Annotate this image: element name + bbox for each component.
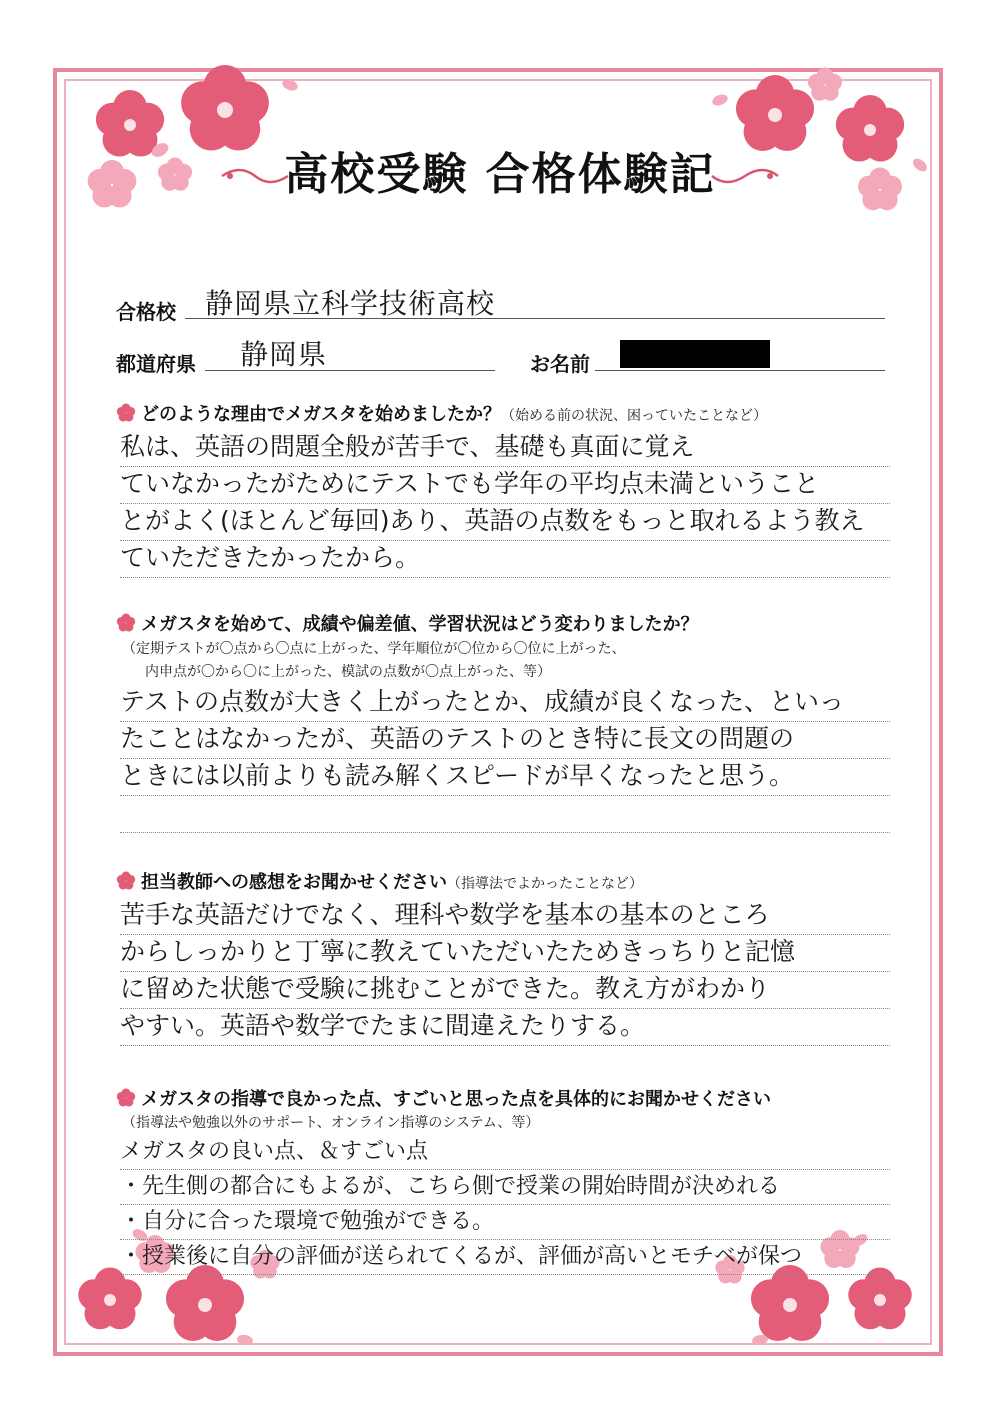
blossom-center bbox=[124, 119, 136, 131]
answer-line: メガスタの良い点、＆すごい点 bbox=[120, 1135, 890, 1170]
question-2-sub-2: 内申点が〇から〇に上がった、模試の点数が〇点上がった、等） bbox=[145, 664, 551, 680]
prefecture-underline bbox=[205, 370, 495, 371]
blossom-center bbox=[104, 1294, 116, 1306]
blossom-bullet-icon bbox=[115, 402, 137, 424]
answer-line: 私は、英語の問題全般が苦手で、基礎も真面に覚え bbox=[120, 430, 890, 467]
school-label: 合格校 bbox=[116, 300, 176, 324]
name-label: お名前 bbox=[530, 352, 590, 376]
answer-3 bbox=[120, 898, 890, 1046]
question-1-note: （始める前の状況、困っていたことなど） bbox=[501, 408, 767, 424]
question-4 bbox=[115, 1085, 771, 1111]
blossom-bullet-icon bbox=[115, 612, 137, 634]
left-flourish-icon bbox=[220, 164, 290, 188]
answer-line: からしっかりと丁寧に教えていただいたためきっちりと記憶 bbox=[120, 935, 890, 972]
answer-line: ていなかったがためにテストでも学年の平均点未満ということ bbox=[120, 467, 890, 504]
right-flourish-icon bbox=[710, 164, 780, 188]
blossom-center bbox=[217, 102, 233, 118]
name-underline bbox=[595, 370, 885, 371]
question-3 bbox=[115, 868, 643, 894]
blossom-center bbox=[768, 108, 782, 122]
blossom-center bbox=[198, 1298, 212, 1312]
blossom-top-left-3 bbox=[88, 160, 137, 208]
question-2-sub-1: （定期テストが〇点から〇点に上がった、学年順位が〇位から〇位に上がった、 bbox=[122, 641, 626, 657]
prefecture-label: 都道府県 bbox=[116, 352, 196, 376]
answer-4 bbox=[120, 1135, 890, 1275]
blossom-top-right-4 bbox=[808, 68, 842, 101]
school-underline bbox=[185, 318, 885, 319]
answer-line: やすい。英語や数学でたまに間違えたりする。 bbox=[120, 1009, 890, 1046]
blossom-center bbox=[874, 1294, 886, 1306]
prefecture-value: 静岡県 bbox=[240, 338, 328, 371]
blossom-top-right-3 bbox=[858, 168, 902, 211]
answer-line: ときには以前よりも読み解くスピードが早くなったと思う。 bbox=[120, 759, 890, 796]
redacted-name bbox=[620, 340, 770, 368]
answer-line: たことはなかったが、英語のテストのとき特に長文の問題の bbox=[120, 722, 890, 759]
answer-line: とがよく(ほとんど毎回)あり、英語の点数をもっと取れるよう教え bbox=[120, 504, 890, 541]
answer-line: ・先生側の都合にもよるが、こちら側で授業の開始時間が決めれる bbox=[120, 1170, 890, 1205]
answer-line: ていただきたかったから。 bbox=[120, 541, 890, 578]
answer-line: ・自分に合った環境で勉強ができる。 bbox=[120, 1205, 890, 1240]
question-1 bbox=[115, 400, 767, 426]
question-4-text: メガスタの指導で良かった点、すごいと思った点を具体的にお聞かせください bbox=[141, 1089, 771, 1110]
blossom-center bbox=[783, 1298, 797, 1312]
document-title: 高校受験 合格体験記 bbox=[284, 149, 716, 200]
title-banner bbox=[180, 140, 820, 210]
answer-line: ・授業後に自分の評価が送られてくるが、評価が高いとモチベが保つ bbox=[120, 1240, 890, 1275]
question-2-text: メガスタを始めて、成績や偏差値、学習状況はどう変わりましたか？ bbox=[141, 614, 699, 635]
answer-line bbox=[120, 796, 890, 833]
answer-1 bbox=[120, 430, 890, 578]
school-value: 静岡県立科学技術高校 bbox=[205, 287, 496, 320]
question-3-text: 担当教師への感想をお聞かせください bbox=[141, 872, 447, 893]
answer-line: に留めた状態で受験に挑むことができた。教え方がわかり bbox=[120, 972, 890, 1009]
question-2 bbox=[115, 610, 699, 636]
blossom-center bbox=[864, 124, 876, 136]
blossom-bullet-icon bbox=[115, 1087, 137, 1109]
blossom-bullet-icon bbox=[115, 870, 137, 892]
answer-line: テストの点数が大きく上がったとか、成績が良くなった、といっ bbox=[120, 685, 890, 722]
question-1-text: どのような理由でメガスタを始めましたか？ bbox=[141, 404, 501, 425]
question-3-note: （指導法でよかったことなど） bbox=[447, 876, 643, 892]
answer-line: 苦手な英語だけでなく、理科や数学を基本の基本のところ bbox=[120, 898, 890, 935]
answer-2 bbox=[120, 685, 890, 833]
question-4-sub-1: （指導法や勉強以外のサポート、オンライン指導のシステム、等） bbox=[122, 1115, 540, 1131]
